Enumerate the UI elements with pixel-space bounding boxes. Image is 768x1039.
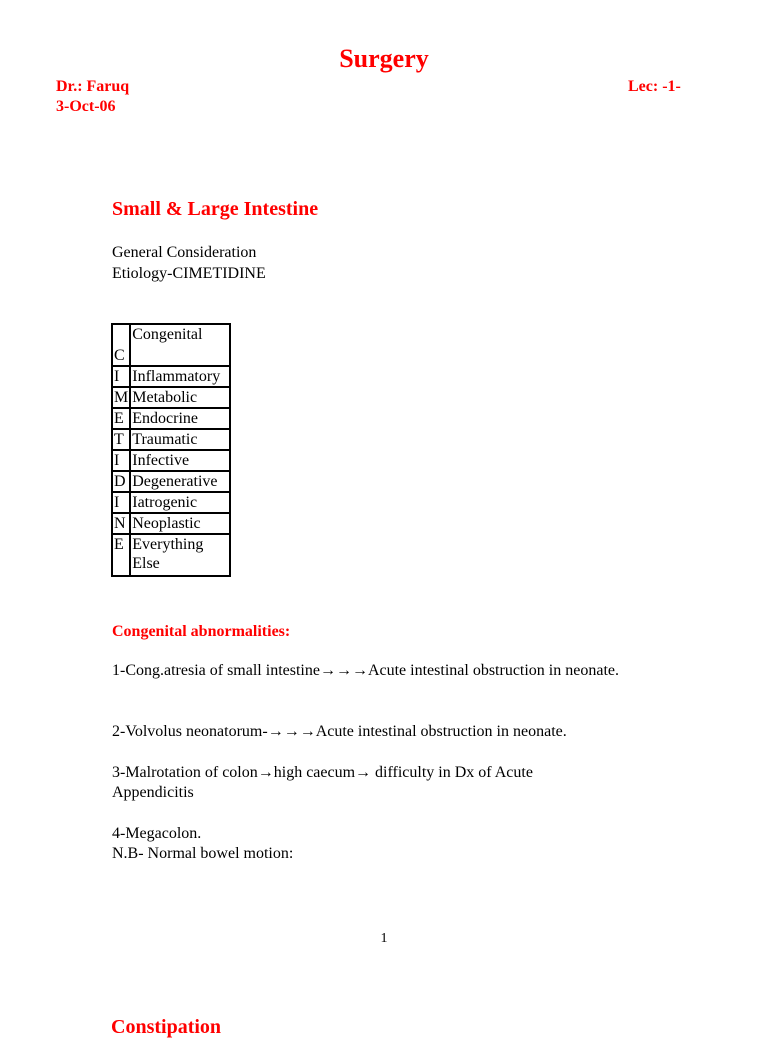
lecture-number: Lec: -1-	[628, 78, 681, 95]
congenital-item-1: 1-Cong.atresia of small intestine→→→Acute intestinal obstruction in neonate.	[112, 662, 619, 679]
table-row	[112, 450, 230, 471]
mnemonic-word: Everything Else	[130, 534, 230, 576]
table-row	[112, 534, 230, 576]
next-page-heading: Constipation	[111, 1016, 222, 1038]
mnemonic-word: Infective	[130, 450, 230, 471]
page-number: 1	[380, 931, 388, 946]
mnemonic-letter: N	[112, 513, 130, 534]
mnemonic-word: Metabolic	[130, 387, 230, 408]
mnemonic-letter: M	[114, 389, 129, 406]
mnemonic-letter: I	[112, 366, 130, 387]
congenital-item-3: 3-Malrotation of colon→high caecum→ difficulty in Dx of Acute Appendicitis	[112, 764, 533, 801]
mnemonic-letter: I	[112, 450, 130, 471]
doctor-name: Dr.: Faruq	[56, 78, 130, 95]
lecture-date: 3-Oct-06	[56, 98, 116, 115]
mnemonic-letter: E	[112, 534, 130, 576]
table-row	[112, 408, 230, 429]
mnemonic-letter: D	[112, 471, 130, 492]
table-row	[112, 513, 230, 534]
mnemonic-word: Degenerative	[130, 471, 230, 492]
table-row	[112, 366, 230, 387]
congenital-heading: Congenital abnormalities:	[112, 623, 291, 640]
mnemonic-word: Endocrine	[130, 408, 230, 429]
congenital-item-2: 2-Volvolus neonatorum-→→→Acute intestinal obstruction in neonate.	[112, 723, 567, 740]
mnemonic-letter: C	[112, 324, 130, 366]
mnemonic-word: Inflammatory	[130, 366, 230, 387]
intro-line-etiology: Etiology-CIMETIDINE	[112, 265, 266, 282]
cimetidine-mnemonic-table	[111, 323, 231, 577]
mnemonic-word: Congenital	[130, 324, 230, 366]
intro-line-general: General Consideration	[112, 244, 257, 261]
table-row	[112, 471, 230, 492]
table-row	[112, 387, 230, 408]
mnemonic-word: Neoplastic	[130, 513, 230, 534]
normal-bowel-note: N.B- Normal bowel motion:	[112, 845, 294, 862]
table-row	[112, 324, 230, 366]
table-row	[112, 429, 230, 450]
mnemonic-word: Traumatic	[130, 429, 230, 450]
mnemonic-letter: E	[112, 408, 130, 429]
table-row	[112, 492, 230, 513]
congenital-item-4: 4-Megacolon.	[112, 825, 202, 842]
mnemonic-letter: I	[112, 492, 130, 513]
mnemonic-letter: T	[112, 429, 130, 450]
section-heading: Small & Large Intestine	[112, 198, 319, 220]
document-title: Surgery	[339, 44, 429, 73]
mnemonic-word: Iatrogenic	[130, 492, 230, 513]
